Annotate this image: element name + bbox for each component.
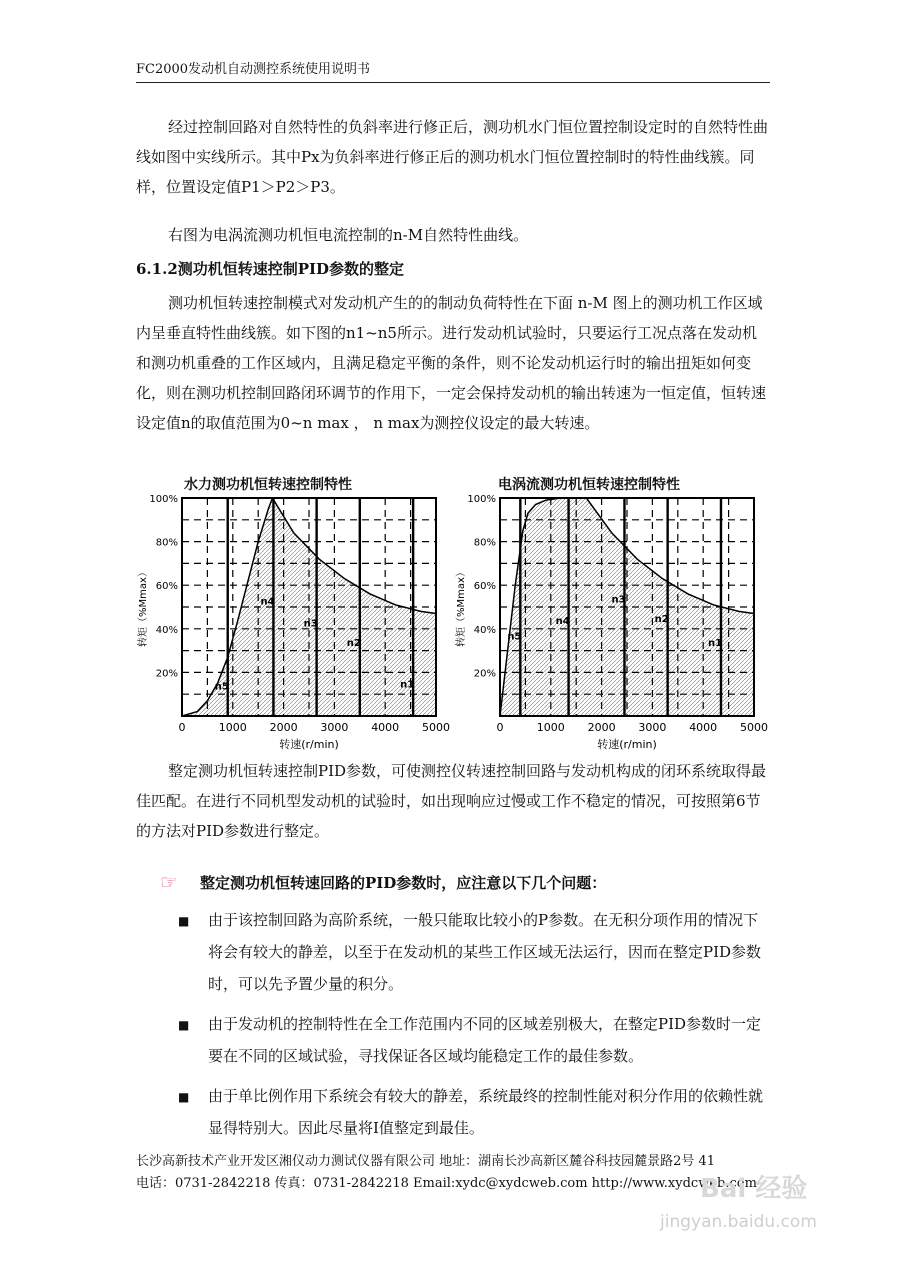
speed-label-n1: n1: [707, 637, 723, 649]
y-tick-label: 100%: [149, 494, 178, 505]
x-tick-label: 3000: [638, 721, 667, 734]
section-heading: 6.1.2测功机恒转速控制PID参数的整定: [136, 260, 405, 278]
footer-company-address: 长沙高新技术产业开发区湘仪动力测试仪器有限公司 地址：湖南长沙高新区麓谷科技园麓景路2号 41: [136, 1154, 716, 1169]
speed-label-n5: n5: [507, 631, 522, 643]
speed-label-n4: n4: [260, 596, 275, 608]
y-tick-label: 80%: [473, 537, 496, 549]
x-tick-label: 5000: [422, 721, 450, 734]
footer-contact: 电话：0731-2842218 传真：0731-2842218 Email:xydc@xydcweb.com http://www.xydcweb.com: [136, 1176, 757, 1191]
y-tick-label: 60%: [473, 581, 496, 593]
x-tick-label: 3000: [320, 721, 349, 734]
x-tick-label: 4000: [371, 721, 400, 734]
bullet-icon: ■: [178, 1018, 190, 1032]
chart-2-title: 电涡流测功机恒转速控制特性: [498, 477, 680, 493]
speed-label-n5: n5: [214, 681, 229, 693]
document-header-title: FC2000发动机自动测控系统使用说明书: [136, 62, 371, 77]
bullet-icon: ■: [178, 1090, 190, 1104]
bullet-text: 由于该控制回路为高阶系统，一般只能取比较小的P参数。在无积分项作用的情况下将会有较大的静差，以至于在发动机的某些工作区域无法运行，因而在整定PID参数时，可以先予置少量的积分。: [208, 911, 762, 993]
y-tick-label: 20%: [155, 668, 178, 680]
header-rule: [136, 82, 770, 83]
y-tick-label: 60%: [155, 581, 178, 593]
bullet-text: 由于单比例作用下系统会有较大的静差，系统最终的控制性能对积分作用的依赖性就显得特别大。因此尽量将I值整定到最佳。: [208, 1087, 764, 1137]
x-tick-label: 2000: [587, 721, 616, 734]
x-axis-label: 转速(r/min): [597, 738, 657, 750]
chart-1-title: 水力测功机恒转速控制特性: [184, 477, 352, 493]
speed-label-n2: n2: [654, 613, 669, 625]
y-axis-label: 转矩（%Mmax）: [456, 567, 467, 647]
y-tick-label: 40%: [155, 624, 178, 636]
speed-label-n1: n1: [400, 679, 415, 691]
pointing-hand-icon: ☞: [160, 870, 178, 894]
x-tick-label: 5000: [740, 721, 768, 734]
y-tick-label: 100%: [467, 494, 496, 505]
x-tick-label: 1000: [536, 721, 565, 734]
speed-label-n3: n3: [303, 618, 318, 630]
paragraph-1: 经过控制回路对自然特性的负斜率进行修正后，测功机水门恒位置控制设定时的自然特性曲线如图中实线所示。其中Px为负斜率进行修正后的测功机水门恒位置控制时的特性曲线簇。同样，位置设定值P1＞P2＞P3。: [136, 118, 769, 196]
bullet-text: 由于发动机的控制特性在全工作范围内不同的区域差别极大，在整定PID参数时一定要在不同的区域试验，寻找保证各区域均能稳定工作的最佳参数。: [208, 1015, 762, 1065]
y-tick-label: 20%: [473, 668, 496, 680]
chart-eddy-dyno: [452, 488, 772, 750]
note-heading: 整定测功机恒转速回路的PID参数时，应注意以下几个问题：: [200, 874, 607, 892]
x-tick-label: 1000: [218, 721, 247, 734]
paragraph-3: 测功机恒转速控制模式对发动机产生的的制动负荷特性在下面 n-M 图上的测功机工作区域内呈垂直特性曲线簇。如下图的n1~n5所示。进行发动机试验时，只要运行工况点落在发动机和测功机重叠的工作区域内，且满足稳定平衡的条件，则不论发动机运行时的输出扭矩如何变化，则在测功机控制回路闭环调节的作用下，一定会保持发动机的输出转速为一恒定值，恒转速设定值n的取值范围为0~n max ， n max为测控仪设定的最大转速。: [136, 294, 767, 432]
chart-water-dyno: [134, 488, 454, 750]
y-tick-label: 40%: [473, 624, 496, 636]
speed-label-n4: n4: [555, 616, 570, 628]
x-tick-label: 0: [496, 721, 504, 734]
x-tick-label: 0: [178, 721, 186, 734]
y-axis-label: 转矩（%Mmax）: [138, 567, 149, 647]
baidu-watermark-logo: Bai 经验: [700, 1174, 808, 1204]
bullet-icon: ■: [178, 914, 190, 928]
paragraph-4: 整定测功机恒转速控制PID参数，可使测控仪转速控制回路与发动机构成的闭环系统取得最佳匹配。在进行不同机型发动机的试验时，如出现响应过慢或工作不稳定的情况，可按照第6节的方法对PID参数进行整定。: [136, 762, 767, 840]
x-tick-label: 4000: [689, 721, 718, 734]
speed-label-n3: n3: [611, 594, 626, 606]
x-axis-label: 转速(r/min): [279, 738, 339, 750]
x-tick-label: 2000: [269, 721, 298, 734]
y-tick-label: 80%: [155, 537, 178, 549]
paragraph-2: 右图为电涡流测功机恒电流控制的n-M自然特性曲线。: [168, 226, 529, 244]
baidu-watermark-url: jingyan.baidu.com: [660, 1212, 817, 1232]
speed-label-n2: n2: [346, 637, 361, 649]
